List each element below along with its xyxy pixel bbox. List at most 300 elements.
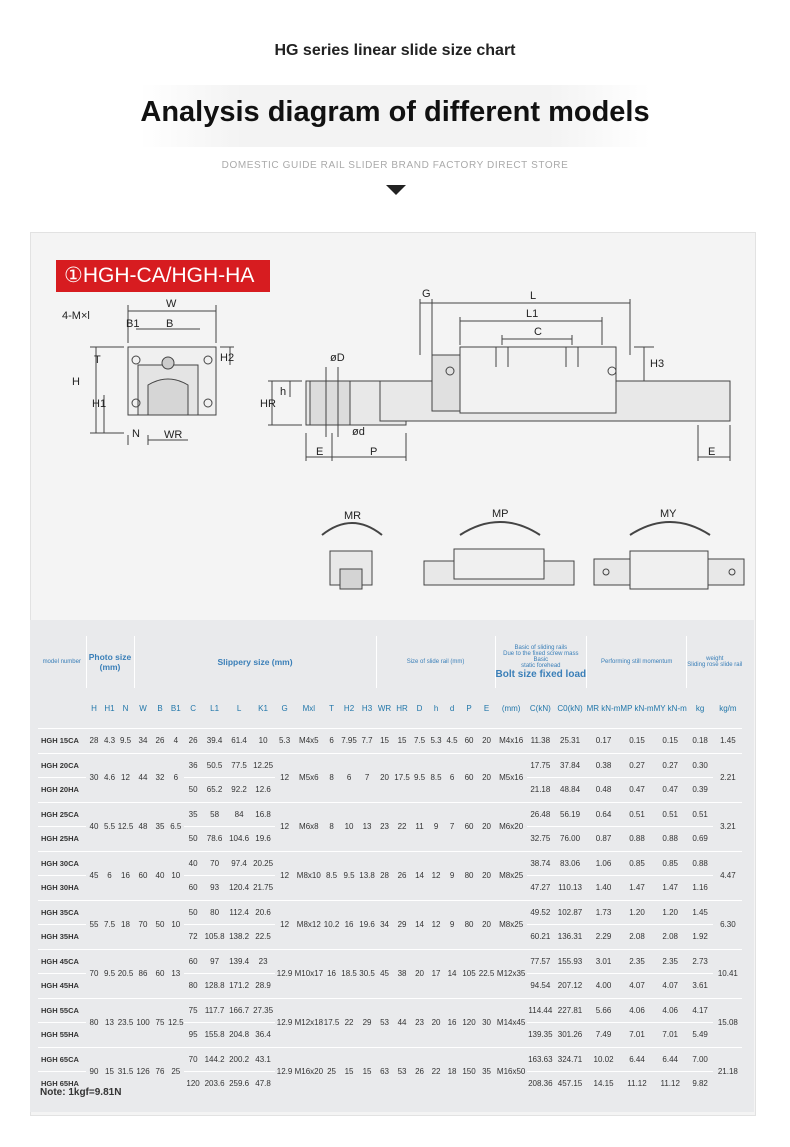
label-h2: H2 bbox=[220, 352, 235, 364]
column-header: h bbox=[433, 703, 439, 713]
value-cell: 45 bbox=[376, 949, 393, 998]
value-cell: 114.44 bbox=[527, 998, 553, 1023]
value-cell: 1.73 bbox=[587, 900, 621, 925]
group-bolt-size: Bolt size fixed load bbox=[495, 668, 587, 680]
column-header: T bbox=[329, 703, 334, 713]
value-cell: 0.15 bbox=[620, 729, 653, 754]
label-h3: H3 bbox=[650, 358, 665, 370]
value-cell: 6 bbox=[444, 753, 460, 802]
value-cell: 65.2 bbox=[203, 778, 227, 803]
column-header: Mxl bbox=[302, 703, 316, 713]
value-cell: 75 bbox=[152, 998, 168, 1047]
value-cell: 12 bbox=[275, 900, 295, 949]
column-header: K1 bbox=[258, 703, 268, 713]
value-cell: 7.00 bbox=[687, 1047, 714, 1072]
group-model-number: model number bbox=[42, 659, 81, 665]
value-cell: 12 bbox=[428, 851, 444, 900]
value-cell: 13 bbox=[168, 949, 184, 998]
column-header: C(kN) bbox=[529, 703, 551, 713]
value-cell: 16 bbox=[323, 949, 340, 998]
value-cell: 0.64 bbox=[587, 802, 621, 827]
value-cell: 6.5 bbox=[168, 802, 184, 851]
value-cell: M4x16 bbox=[495, 729, 527, 754]
label-mp: MP bbox=[492, 508, 509, 520]
value-cell: 27.35 bbox=[252, 998, 275, 1023]
value-cell: 4.17 bbox=[687, 998, 714, 1023]
value-cell: 5.3 bbox=[275, 729, 295, 754]
value-cell: 14 bbox=[444, 949, 460, 998]
moment-my bbox=[594, 522, 744, 589]
value-cell: 76 bbox=[152, 1047, 168, 1096]
value-cell: 2.08 bbox=[620, 925, 653, 950]
column-header: kg/m bbox=[719, 703, 737, 713]
value-cell: 4.07 bbox=[620, 974, 653, 999]
model-cell: HGH 30CA bbox=[38, 851, 86, 876]
value-cell: 7.7 bbox=[358, 729, 376, 754]
value-cell: M8x10 bbox=[295, 851, 323, 900]
value-cell: 15 bbox=[393, 729, 411, 754]
group-photo-size-label: Photo size bbox=[88, 652, 132, 662]
value-cell: 2.21 bbox=[713, 753, 742, 802]
column-header: (mm) bbox=[501, 703, 521, 713]
value-cell: 120 bbox=[460, 998, 478, 1047]
label-d-big: øD bbox=[330, 352, 345, 364]
value-cell: 207.12 bbox=[553, 974, 586, 999]
value-cell: 28 bbox=[376, 851, 393, 900]
value-cell: 12.5 bbox=[117, 802, 134, 851]
value-cell: M5x16 bbox=[495, 753, 527, 802]
value-cell: 5.49 bbox=[687, 1023, 714, 1048]
model-cell: HGH 25CA bbox=[38, 802, 86, 827]
value-cell: 48 bbox=[134, 802, 152, 851]
value-cell: 12 bbox=[117, 753, 134, 802]
value-cell: 1.16 bbox=[687, 876, 714, 901]
value-cell: 12 bbox=[275, 851, 295, 900]
value-cell: 6.30 bbox=[713, 900, 742, 949]
value-cell: 20.6 bbox=[252, 900, 275, 925]
value-cell: 126 bbox=[134, 1047, 152, 1096]
value-cell: 26 bbox=[411, 1047, 428, 1096]
value-cell: 11.12 bbox=[654, 1072, 687, 1096]
value-cell: 80 bbox=[86, 998, 102, 1047]
value-cell: 104.6 bbox=[227, 827, 252, 852]
label-l: L bbox=[530, 290, 537, 302]
value-cell: 1.47 bbox=[654, 876, 687, 901]
value-cell: 11 bbox=[411, 802, 428, 851]
value-cell: 8.5 bbox=[428, 753, 444, 802]
value-cell: 22.5 bbox=[478, 949, 495, 998]
value-cell: 53 bbox=[376, 998, 393, 1047]
value-cell: 0.87 bbox=[587, 827, 621, 852]
value-cell: 0.15 bbox=[654, 729, 687, 754]
value-cell: M8x25 bbox=[495, 900, 527, 949]
value-cell: M4x5 bbox=[295, 729, 323, 754]
value-cell: 84 bbox=[227, 802, 252, 827]
value-cell: 10 bbox=[168, 900, 184, 949]
value-cell: 39.4 bbox=[203, 729, 227, 754]
value-cell: 60 bbox=[460, 753, 478, 802]
value-cell: 19.6 bbox=[358, 900, 376, 949]
value-cell: 50 bbox=[184, 900, 203, 925]
table-row bbox=[38, 729, 742, 754]
value-cell: 6 bbox=[168, 753, 184, 802]
value-cell: 22 bbox=[340, 998, 358, 1047]
value-cell: 105.8 bbox=[203, 925, 227, 950]
value-cell: 28 bbox=[86, 729, 102, 754]
value-cell: 0.27 bbox=[654, 753, 687, 778]
column-header: C0(kN) bbox=[557, 703, 583, 713]
moment-mp bbox=[424, 522, 574, 585]
value-cell: 15 bbox=[358, 1047, 376, 1096]
value-cell: M16x50 bbox=[495, 1047, 527, 1096]
group-weight-sub: Sliding rose slide rail bbox=[687, 662, 743, 668]
value-cell: 17.75 bbox=[527, 753, 553, 778]
side-view bbox=[380, 299, 730, 461]
column-header-blank bbox=[38, 688, 86, 729]
value-cell: M5x6 bbox=[295, 753, 323, 802]
value-cell: 12.5 bbox=[168, 998, 184, 1047]
value-cell: 128.8 bbox=[203, 974, 227, 999]
column-header: kg bbox=[695, 703, 705, 713]
value-cell: 14 bbox=[411, 900, 428, 949]
value-cell: 26 bbox=[184, 729, 203, 754]
value-cell: 16 bbox=[444, 998, 460, 1047]
value-cell: 0.27 bbox=[620, 753, 653, 778]
value-cell: 30 bbox=[86, 753, 102, 802]
model-cell: HGH 25HA bbox=[38, 827, 86, 852]
value-cell: M6x20 bbox=[495, 802, 527, 851]
value-cell: 3.01 bbox=[587, 949, 621, 974]
value-cell: 77.5 bbox=[227, 753, 252, 778]
value-cell: 35 bbox=[152, 802, 168, 851]
value-cell: 12 bbox=[428, 900, 444, 949]
value-cell: 21.18 bbox=[527, 778, 553, 803]
label-c: C bbox=[534, 326, 542, 338]
value-cell: 36 bbox=[184, 753, 203, 778]
value-cell: 12.6 bbox=[252, 778, 275, 803]
column-header: HR bbox=[396, 703, 408, 713]
value-cell: 13 bbox=[358, 802, 376, 851]
value-cell: 70 bbox=[184, 1047, 203, 1072]
model-cell: HGH 30HA bbox=[38, 876, 86, 901]
value-cell: 16.8 bbox=[252, 802, 275, 827]
value-cell: 0.17 bbox=[587, 729, 621, 754]
value-cell: 9.5 bbox=[340, 851, 358, 900]
table-row bbox=[38, 851, 742, 876]
value-cell: 32.75 bbox=[527, 827, 553, 852]
value-cell: 2.73 bbox=[687, 949, 714, 974]
value-cell: 16 bbox=[117, 851, 134, 900]
value-cell: 11.38 bbox=[527, 729, 553, 754]
model-cell: HGH 65HA bbox=[38, 1072, 86, 1096]
value-cell: 55 bbox=[86, 900, 102, 949]
value-cell: 10 bbox=[252, 729, 275, 754]
table-row bbox=[38, 802, 742, 827]
value-cell: 60 bbox=[184, 876, 203, 901]
value-cell: 15 bbox=[340, 1047, 358, 1096]
value-cell: 457.15 bbox=[553, 1072, 586, 1096]
value-cell: 204.8 bbox=[227, 1023, 252, 1048]
value-cell: 29 bbox=[393, 900, 411, 949]
value-cell: 10 bbox=[340, 802, 358, 851]
value-cell: 1.20 bbox=[654, 900, 687, 925]
value-cell: 40 bbox=[184, 851, 203, 876]
value-cell: 1.45 bbox=[687, 900, 714, 925]
value-cell: 13.8 bbox=[358, 851, 376, 900]
value-cell: 0.30 bbox=[687, 753, 714, 778]
column-header: MY kN-m bbox=[653, 703, 687, 713]
group-header-row bbox=[38, 636, 742, 688]
value-cell: 18 bbox=[444, 1047, 460, 1096]
value-cell: 23 bbox=[376, 802, 393, 851]
label-h: H bbox=[72, 376, 80, 388]
value-cell: 120 bbox=[184, 1072, 203, 1096]
value-cell: 0.69 bbox=[687, 827, 714, 852]
value-cell: 7.01 bbox=[654, 1023, 687, 1048]
value-cell: 70 bbox=[203, 851, 227, 876]
value-cell: 166.7 bbox=[227, 998, 252, 1023]
value-cell: 18 bbox=[117, 900, 134, 949]
value-cell: 4 bbox=[168, 729, 184, 754]
value-cell: 9.5 bbox=[117, 729, 134, 754]
value-cell: 259.6 bbox=[227, 1072, 252, 1096]
value-cell: 20 bbox=[478, 753, 495, 802]
value-cell: 48.84 bbox=[553, 778, 586, 803]
value-cell: 70 bbox=[86, 949, 102, 998]
value-cell: 37.84 bbox=[553, 753, 586, 778]
value-cell: 22 bbox=[428, 1047, 444, 1096]
down-arrow-icon bbox=[386, 185, 406, 195]
value-cell: 0.47 bbox=[654, 778, 687, 803]
column-header: B bbox=[157, 703, 163, 713]
value-cell: 35 bbox=[478, 1047, 495, 1096]
table-row bbox=[38, 753, 742, 778]
value-cell: 150 bbox=[460, 1047, 478, 1096]
value-cell: 136.31 bbox=[553, 925, 586, 950]
model-cell: HGH 55CA bbox=[38, 998, 86, 1023]
value-cell: 0.39 bbox=[687, 778, 714, 803]
label-e-side: E bbox=[708, 446, 716, 458]
value-cell: 3.21 bbox=[713, 802, 742, 851]
page-title: Analysis diagram of different models bbox=[140, 96, 650, 128]
column-header: d bbox=[449, 703, 455, 713]
value-cell: 50.5 bbox=[203, 753, 227, 778]
value-cell: 3.61 bbox=[687, 974, 714, 999]
value-cell: 60.21 bbox=[527, 925, 553, 950]
column-header: E bbox=[483, 703, 490, 713]
value-cell: 9.5 bbox=[411, 753, 428, 802]
value-cell: 20.5 bbox=[117, 949, 134, 998]
value-cell: 95 bbox=[184, 1023, 203, 1048]
group-basic-static-sub: static forehead bbox=[521, 662, 561, 669]
value-cell: M14x45 bbox=[495, 998, 527, 1047]
value-cell: 19.6 bbox=[252, 827, 275, 852]
value-cell: 171.2 bbox=[227, 974, 252, 999]
value-cell: 7.5 bbox=[102, 900, 117, 949]
value-cell: 112.4 bbox=[227, 900, 252, 925]
value-cell: 105 bbox=[460, 949, 478, 998]
group-weight bbox=[687, 636, 743, 688]
value-cell: 0.51 bbox=[654, 802, 687, 827]
label-w: W bbox=[166, 298, 177, 310]
column-header: L1 bbox=[210, 703, 220, 713]
front-view bbox=[90, 305, 234, 445]
value-cell: 47.27 bbox=[527, 876, 553, 901]
column-header: H2 bbox=[343, 703, 355, 713]
value-cell: 227.81 bbox=[553, 998, 586, 1023]
label-hr: HR bbox=[260, 398, 276, 410]
value-cell: 10 bbox=[168, 851, 184, 900]
value-cell: 20 bbox=[478, 851, 495, 900]
value-cell: 49.52 bbox=[527, 900, 553, 925]
value-cell: 26 bbox=[393, 851, 411, 900]
value-cell: 21.75 bbox=[252, 876, 275, 901]
value-cell: 20 bbox=[478, 802, 495, 851]
value-cell: 18.5 bbox=[340, 949, 358, 998]
value-cell: 117.7 bbox=[203, 998, 227, 1023]
value-cell: 36.4 bbox=[252, 1023, 275, 1048]
value-cell: 23.5 bbox=[117, 998, 134, 1047]
value-cell: 90 bbox=[86, 1047, 102, 1096]
table-row bbox=[38, 900, 742, 925]
value-cell: 324.71 bbox=[553, 1047, 586, 1072]
value-cell: 11.12 bbox=[620, 1072, 653, 1096]
value-cell: 0.51 bbox=[687, 802, 714, 827]
value-cell: 60 bbox=[460, 802, 478, 851]
value-cell: 7.01 bbox=[620, 1023, 653, 1048]
value-cell: 63 bbox=[376, 1047, 393, 1096]
value-cell: 4.06 bbox=[620, 998, 653, 1023]
value-cell: 58 bbox=[203, 802, 227, 827]
column-header: WR bbox=[377, 703, 392, 713]
table-row bbox=[38, 949, 742, 974]
group-moment: Performing still momentum bbox=[587, 636, 687, 688]
value-cell: 20 bbox=[478, 729, 495, 754]
column-header: B1 bbox=[170, 703, 181, 713]
value-cell: 15.08 bbox=[713, 998, 742, 1047]
value-cell: 1.40 bbox=[587, 876, 621, 901]
value-cell: 25 bbox=[323, 1047, 340, 1096]
value-cell: 30.5 bbox=[358, 949, 376, 998]
value-cell: 0.88 bbox=[620, 827, 653, 852]
value-cell: 5.5 bbox=[102, 802, 117, 851]
value-cell: 1.47 bbox=[620, 876, 653, 901]
value-cell: 10.02 bbox=[587, 1047, 621, 1072]
value-cell: 4.3 bbox=[102, 729, 117, 754]
label-g: G bbox=[422, 288, 431, 300]
value-cell: 60 bbox=[184, 949, 203, 974]
value-cell: 20 bbox=[411, 949, 428, 998]
value-cell: 6 bbox=[102, 851, 117, 900]
label-e-rail: E bbox=[316, 446, 324, 458]
table-row bbox=[38, 998, 742, 1023]
column-header: H bbox=[91, 703, 97, 713]
model-cell: HGH 45HA bbox=[38, 974, 86, 999]
value-cell: 0.18 bbox=[687, 729, 714, 754]
value-cell: 31.5 bbox=[117, 1047, 134, 1096]
column-header: L bbox=[236, 703, 242, 713]
value-cell: 7.5 bbox=[411, 729, 428, 754]
value-cell: 301.26 bbox=[553, 1023, 586, 1048]
value-cell: 12.9 bbox=[275, 998, 295, 1047]
value-cell: 70 bbox=[134, 900, 152, 949]
value-cell: 0.38 bbox=[587, 753, 621, 778]
value-cell: 155.93 bbox=[553, 949, 586, 974]
group-photo-unit: (mm) bbox=[99, 662, 121, 672]
column-header: G bbox=[281, 703, 288, 713]
value-cell: 20 bbox=[428, 998, 444, 1047]
value-cell: 12.9 bbox=[275, 1047, 295, 1096]
value-cell: 7.95 bbox=[340, 729, 358, 754]
value-cell: 94.54 bbox=[527, 974, 553, 999]
column-header: P bbox=[466, 703, 472, 713]
value-cell: 139.4 bbox=[227, 949, 252, 974]
column-header-row bbox=[38, 688, 742, 729]
value-cell: 139.35 bbox=[527, 1023, 553, 1048]
value-cell: 92.2 bbox=[227, 778, 252, 803]
label-mxl: 4-M×l bbox=[62, 310, 90, 322]
value-cell: 0.88 bbox=[654, 827, 687, 852]
value-cell: 6 bbox=[323, 729, 340, 754]
value-cell: 14 bbox=[411, 851, 428, 900]
spec-table-area bbox=[30, 620, 754, 1112]
value-cell: 8.5 bbox=[323, 851, 340, 900]
value-cell: 0.51 bbox=[620, 802, 653, 827]
value-cell: 1.06 bbox=[587, 851, 621, 876]
value-cell: 60 bbox=[460, 729, 478, 754]
label-b1: B1 bbox=[126, 318, 140, 330]
model-cell: HGH 65CA bbox=[38, 1047, 86, 1072]
group-rail-size: Size of slide rail (mm) bbox=[376, 636, 495, 688]
value-cell: 86 bbox=[134, 949, 152, 998]
value-cell: 40 bbox=[152, 851, 168, 900]
group-weight-label: weight bbox=[706, 656, 724, 662]
value-cell: 34 bbox=[376, 900, 393, 949]
value-cell: 12.9 bbox=[275, 949, 295, 998]
value-cell: 50 bbox=[184, 778, 203, 803]
column-header: N bbox=[122, 703, 129, 713]
group-basic-rails: Basic of sliding rails bbox=[514, 644, 568, 651]
label-b: B bbox=[166, 318, 174, 330]
value-cell: 25.31 bbox=[553, 729, 586, 754]
value-cell: 78.6 bbox=[203, 827, 227, 852]
model-cell: HGH 20CA bbox=[38, 753, 86, 778]
value-cell: M6x8 bbox=[295, 802, 323, 851]
value-cell: 12 bbox=[275, 802, 295, 851]
column-header: C bbox=[190, 703, 196, 713]
value-cell: 6 bbox=[340, 753, 358, 802]
value-cell: 7 bbox=[358, 753, 376, 802]
table-row bbox=[38, 1047, 742, 1072]
value-cell: 25 bbox=[168, 1047, 184, 1096]
value-cell: 40 bbox=[86, 802, 102, 851]
column-header: H1 bbox=[104, 703, 115, 713]
value-cell: 12 bbox=[275, 753, 295, 802]
column-header: W bbox=[139, 703, 147, 713]
label-p: P bbox=[370, 446, 378, 458]
value-cell: 21.18 bbox=[713, 1047, 742, 1096]
value-cell: 4.47 bbox=[713, 851, 742, 900]
value-cell: 32 bbox=[152, 753, 168, 802]
value-cell: M12x18 bbox=[295, 998, 323, 1047]
value-cell: 15 bbox=[376, 729, 393, 754]
value-cell: 80 bbox=[460, 900, 478, 949]
value-cell: 38.74 bbox=[527, 851, 553, 876]
group-slippery-size: Slippery size (mm) bbox=[134, 636, 376, 688]
value-cell: M12x35 bbox=[495, 949, 527, 998]
value-cell: 12.25 bbox=[252, 753, 275, 778]
value-cell: 72 bbox=[184, 925, 203, 950]
